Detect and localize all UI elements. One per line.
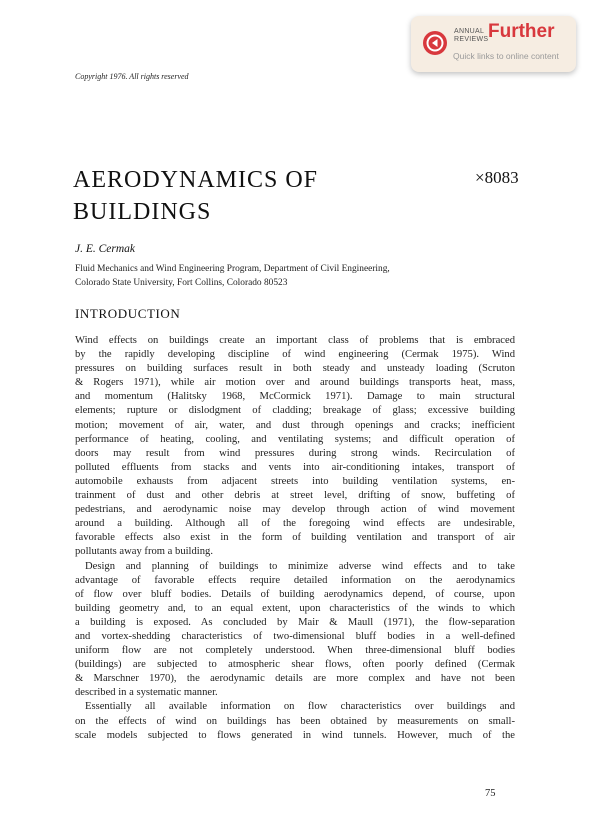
paragraph	[75, 700, 515, 742]
text-line: around a building. Although all of the foregoing wind effects are undesirable,	[75, 518, 515, 530]
page-number: 75	[485, 788, 496, 799]
text-line: trainment of dust and other debris at street level, drifting of snow, buffeting of	[75, 490, 515, 502]
author-affiliation	[75, 262, 525, 290]
text-line: on the effects of wind on buildings has been obtained by measurements on small-	[75, 715, 515, 727]
article-title: AERODYNAMICS OF BUILDINGS	[73, 167, 319, 225]
affiliation-line: Colorado State University, Fort Collins, Colorado 80523	[75, 278, 288, 288]
text-line: by the rapidly developing discipline of wind engineering (Cermak 1975). Wind	[75, 349, 515, 361]
text-line: automobile exhausts from adjacent streets into building ventilation systems, en-	[75, 475, 515, 487]
text-line: (buildings) are subjected to atmospheric shear flows, often poorly defined (Cermak	[75, 659, 515, 671]
text-line: advantage of favorable effects require detailed information on the aerodynamics	[75, 574, 515, 586]
text-line: and vortex-shedding characteristics of two-dimensional bluff bodies in a well-defined	[75, 630, 515, 642]
text-line: polluted effluents from stacks and vents into air-conditioning intakes, transport of	[75, 461, 515, 473]
paragraph	[75, 560, 515, 701]
annual-reviews-logo-icon	[422, 30, 448, 56]
affiliation-line: Fluid Mechanics and Wind Engineering Program, Department of Civil Engineering,	[75, 264, 390, 274]
text-line: & Rogers 1971), while air motion over and around buildings transports heat, mass,	[75, 377, 515, 389]
text-line: building geometry and, to an equal extent, upon characteristics of the winds to which	[75, 602, 515, 614]
text-line: Wind effects on buildings create an important class of problems that is embraced	[75, 335, 515, 346]
text-line: a building is exposed. As concluded by Mair & Maull (1971), the flow-separation	[75, 616, 515, 628]
text-line: uniform flow are not completely understood. When three-dimensional bluff bodies	[75, 645, 515, 657]
text-line: doors may result from wind pressures during strong winds. Recirculation of	[75, 447, 515, 459]
text-line: favorable effects also exist in the form of building ventilation and transport of air	[75, 532, 515, 544]
text-line: described in a systematic manner.	[75, 687, 218, 699]
copyright-notice: Copyright 1976. All rights reserved	[75, 72, 189, 81]
text-line: motion; movement of air, water, and dust through openings and cracks; inefficient	[75, 419, 515, 431]
further-banner[interactable]	[411, 16, 576, 72]
banner-reviews-label: REVIEWS	[454, 36, 489, 43]
text-line: and momentum (Halitsky 1968, McCormick 1971). Damage to main structural	[75, 391, 515, 403]
text-line: performance of heating, cooling, and ventilating systems; and difficult operation of	[75, 433, 515, 445]
text-line: Design and planning of buildings to minimize adverse wind effects and to take	[85, 560, 515, 572]
body-text	[75, 334, 515, 743]
text-line: pedestrians, and aerodynamic noise may develop through action of wind movement	[75, 504, 515, 516]
banner-subtitle: Quick links to online content	[453, 51, 559, 61]
text-line: scale models subjected to flows generated in wind tunnels. However, much of the	[75, 729, 515, 741]
text-line: Essentially all available information on flow characteristics over buildings and	[85, 701, 515, 713]
paragraph	[75, 334, 515, 560]
banner-annual-label: ANNUAL	[454, 28, 485, 35]
banner-further-label: Further	[488, 21, 555, 42]
text-line: pressures on building surfaces result in both steady and unsteady loading (Scruton	[75, 363, 515, 375]
annual-reviews-wordmark	[454, 28, 488, 44]
author-name: J. E. Cermak	[75, 243, 136, 255]
section-heading: INTRODUCTION	[75, 306, 181, 321]
catalog-number: ×8083	[475, 168, 519, 187]
text-line: & Marschner 1970), the aerodynamic details are more complex and have not been	[75, 673, 515, 685]
text-line: pollutants away from a building.	[75, 546, 213, 558]
text-line: of flow over bluff bodies. Details of building aerodynamics depend, of course, upon	[75, 588, 515, 600]
text-line: elements; rupture or dislodgment of cladding; breakage of glass; excessive building	[75, 405, 515, 417]
